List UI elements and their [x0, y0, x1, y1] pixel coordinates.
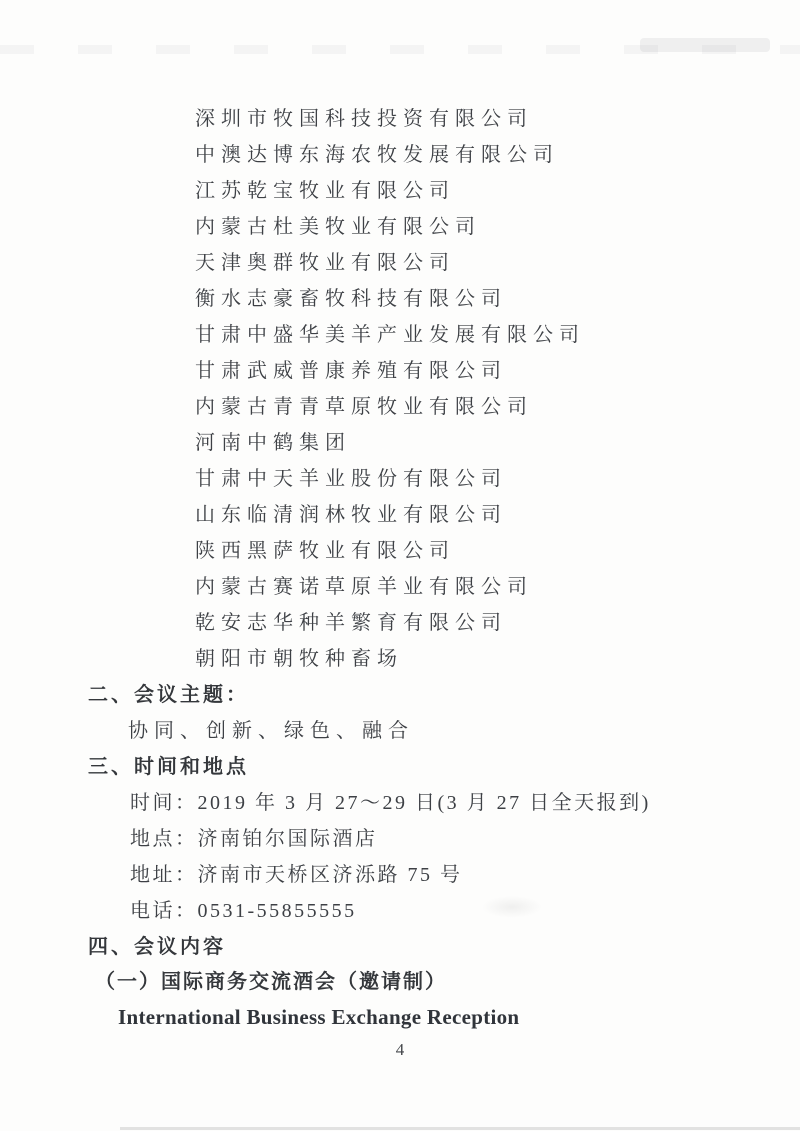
detail-phone-label: 电话：: [130, 900, 198, 922]
detail-time-label: 时间：: [130, 792, 198, 814]
section-heading-theme: 二、会议主题：: [88, 684, 249, 706]
company-name: 陕西黑萨牧业有限公司: [195, 540, 455, 562]
detail-time-value: 2019 年 3 月 27～29 日(3 月 27 日全天报到): [197, 792, 651, 814]
company-name: 河南中鹤集团: [195, 432, 351, 454]
section-heading-time-place: 三、时间和地点: [88, 756, 249, 778]
subsection-reception: （一）国际商务交流酒会（邀请制）: [95, 971, 447, 993]
company-name: 中澳达博东海农牧发展有限公司: [195, 144, 559, 166]
detail-address: [130, 857, 800, 893]
company-name: 内蒙古赛诺草原羊业有限公司: [195, 576, 533, 598]
detail-phone: [130, 893, 800, 929]
page-number: 4: [395, 1040, 405, 1059]
company-name: 甘肃中盛华美羊产业发展有限公司: [195, 324, 585, 346]
detail-phone-value: 0531-55855555: [197, 900, 357, 922]
company-name: 山东临清润林牧业有限公司: [195, 504, 507, 526]
detail-place: [130, 821, 800, 857]
theme-content: 协同、创新、绿色、融合: [128, 720, 414, 742]
company-name: 甘肃中天羊业股份有限公司: [195, 468, 507, 490]
subsection-reception-english: International Business Exchange Reception: [118, 1005, 520, 1029]
scan-artifact-bottom: [0, 1127, 800, 1130]
company-name: 江苏乾宝牧业有限公司: [195, 180, 455, 202]
company-name: 内蒙古青青草原牧业有限公司: [195, 396, 533, 418]
detail-place-value: 济南铂尔国际酒店: [197, 828, 378, 850]
company-name: 衡水志豪畜牧科技有限公司: [195, 288, 507, 310]
section-heading-agenda: 四、会议内容: [88, 936, 226, 958]
detail-time: [130, 785, 800, 821]
company-name: 内蒙古杜美牧业有限公司: [195, 216, 481, 238]
scan-artifact-smudge: [640, 38, 770, 52]
detail-address-label: 地址：: [130, 864, 198, 886]
company-name: 深圳市牧国科技投资有限公司: [195, 108, 533, 130]
company-name: 乾安志华种羊繁育有限公司: [195, 612, 507, 634]
detail-place-label: 地点：: [130, 828, 198, 850]
detail-address-value: 济南市天桥区济泺路 75 号: [197, 864, 463, 886]
scan-artifact-smudge: [482, 896, 542, 918]
company-name: 朝阳市朝牧种畜场: [195, 648, 403, 670]
company-name: 甘肃武威普康养殖有限公司: [195, 360, 507, 382]
company-name: 天津奥群牧业有限公司: [195, 252, 455, 274]
